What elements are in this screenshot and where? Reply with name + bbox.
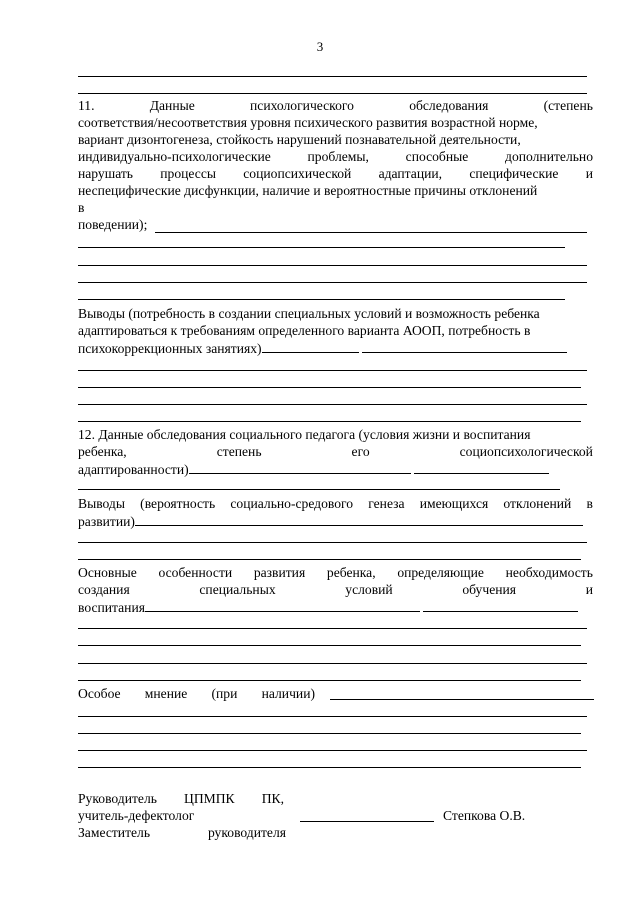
blank-line[interactable]	[330, 699, 594, 700]
conclusions2-line: развитии)	[78, 512, 583, 530]
blank-line[interactable]	[155, 232, 587, 233]
blank-line[interactable]	[78, 489, 560, 490]
blank-line[interactable]	[145, 598, 420, 612]
blank-line[interactable]	[78, 247, 565, 248]
s11-text-line: индивидуально-психологические проблемы, способные дополнительно	[78, 149, 593, 164]
blank-line[interactable]	[362, 339, 567, 353]
signatory-name: Степкова О.В.	[443, 808, 526, 823]
s11-text-line: соответствия/несоответствия уровня психического развития возрастной норме,	[78, 115, 538, 130]
blank-line[interactable]	[78, 76, 587, 77]
features-line: Основные особенности развития ребенка, определяющие необходимость	[78, 565, 593, 580]
page-number: 3	[316, 39, 324, 54]
blank-line[interactable]	[78, 663, 587, 664]
s11-text-line: вариант дизонтогенеза, стойкость нарушений познавательной деятельности,	[78, 132, 521, 147]
blank-line[interactable]	[78, 733, 581, 734]
blank-line[interactable]	[78, 282, 587, 283]
blank-line[interactable]	[78, 387, 581, 388]
conclusions2-line: Выводы (вероятность социально-средового генеза имеющихся отклонений в	[78, 496, 593, 511]
s11-text-line: в	[78, 200, 85, 215]
features-line: создания специальных условий обучения и	[78, 582, 593, 597]
s11-heading-line: 11. Данные психологического обследования (степень	[78, 98, 593, 113]
conclusions1-line: психокоррекционных занятиях)	[78, 339, 567, 357]
blank-line[interactable]	[78, 542, 587, 543]
s11-text-line: нарушать процессы социопсихической адаптации, специфические и	[78, 166, 593, 181]
signature-line: Заместитель руководителя	[78, 825, 286, 840]
conclusions1-line: Выводы (потребность в создании специальных условий и возможность ребенка	[78, 306, 540, 321]
s12-text-line: адаптированности)	[78, 460, 549, 478]
signature-line: Руководитель ЦПМПК ПК,	[78, 791, 284, 806]
s11-text-line: поведении);	[78, 217, 148, 232]
s12-text-line: ребенка, степень его социопсихологической	[78, 444, 593, 459]
blank-line[interactable]	[78, 559, 581, 560]
opinion-line: Особое мнение (при наличии)	[78, 686, 315, 701]
signature-line: учитель-дефектолог	[78, 808, 195, 823]
s11-text-line: неспецифические дисфункции, наличие и вероятностные причины отклонений	[78, 183, 538, 198]
blank-line[interactable]	[78, 750, 587, 751]
blank-line[interactable]	[78, 404, 587, 405]
blank-line[interactable]	[78, 299, 565, 300]
blank-line[interactable]	[78, 767, 581, 768]
blank-line[interactable]	[78, 645, 581, 646]
blank-line[interactable]	[78, 680, 581, 681]
blank-line[interactable]	[262, 339, 359, 353]
conclusions1-line: адаптироваться к требованиям определенного варианта АООП, потребность в	[78, 323, 531, 338]
blank-line[interactable]	[78, 421, 581, 422]
blank-line[interactable]	[78, 716, 587, 717]
blank-line[interactable]	[135, 512, 583, 526]
blank-line[interactable]	[78, 265, 587, 266]
blank-line[interactable]	[78, 628, 587, 629]
blank-line[interactable]	[78, 370, 587, 371]
blank-line[interactable]	[189, 460, 411, 474]
s12-text-line: 12. Данные обследования социального педагога (условия жизни и воспитания	[78, 427, 531, 442]
blank-line[interactable]	[423, 598, 578, 612]
features-line: воспитания	[78, 598, 578, 616]
signature-blank[interactable]	[300, 821, 434, 822]
blank-line[interactable]	[414, 460, 549, 474]
blank-line[interactable]	[78, 93, 587, 94]
